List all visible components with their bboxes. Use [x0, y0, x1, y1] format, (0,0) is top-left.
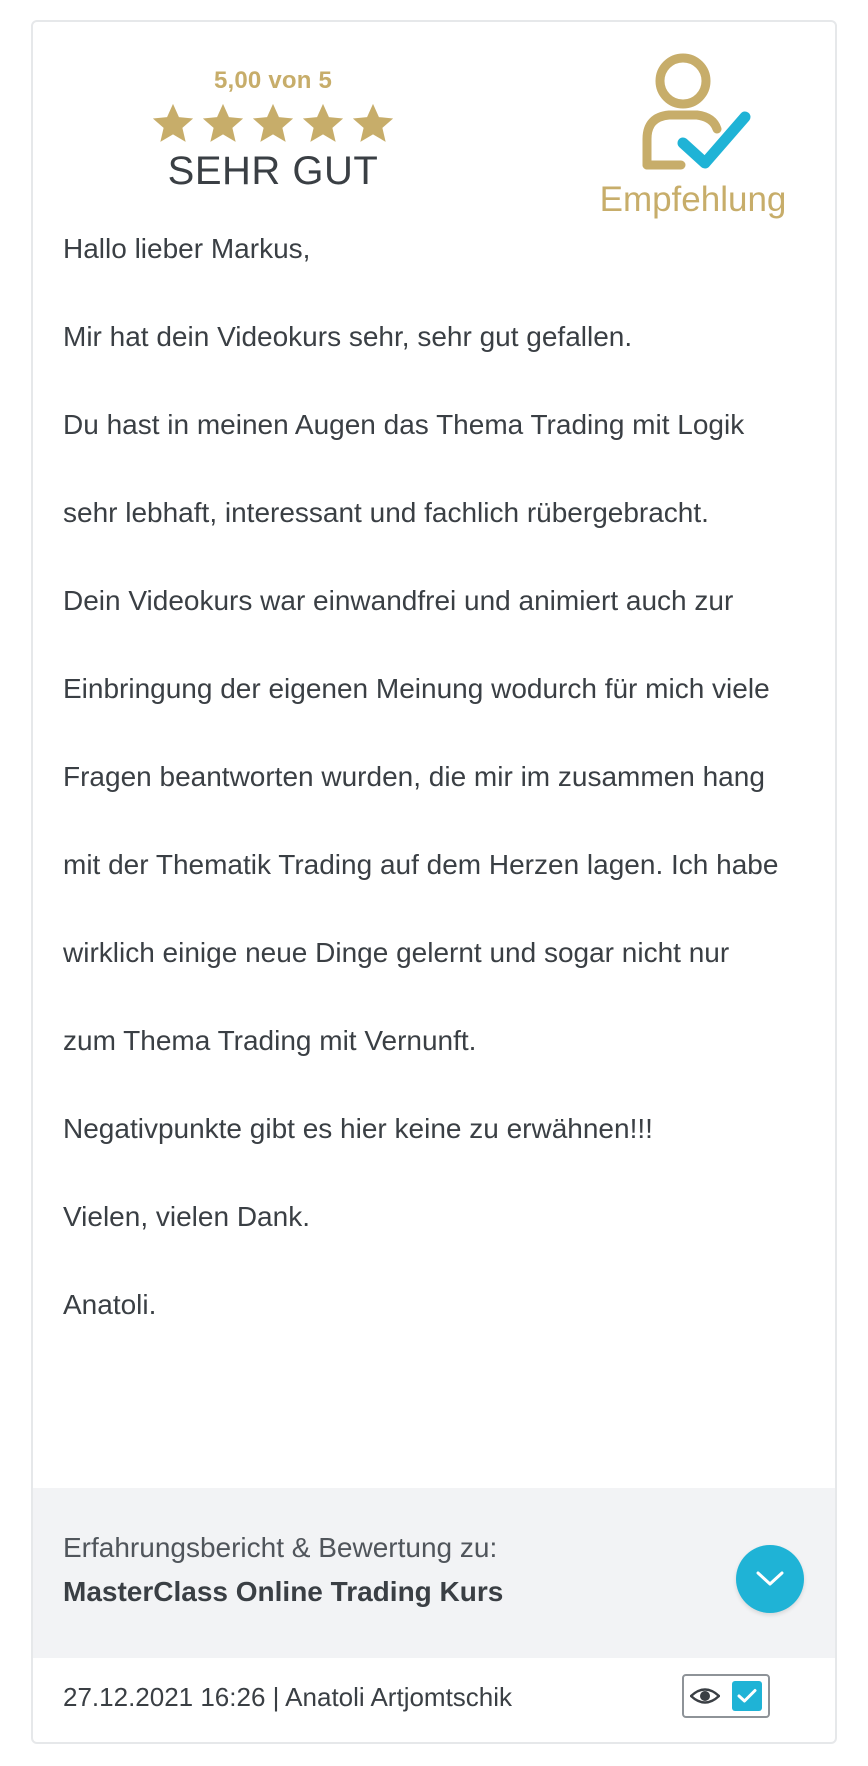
review-paragraph: Vielen, vielen Dank.	[63, 1201, 310, 1232]
star-icon	[150, 101, 196, 147]
review-text	[33, 227, 835, 1327]
review-card	[31, 20, 837, 1744]
eye-icon	[690, 1686, 720, 1706]
product-section	[33, 1488, 835, 1658]
review-paragraph: Dein Videokurs war einwandfrei und animiert auch zur	[63, 585, 734, 616]
star-icon	[300, 101, 346, 147]
chevron-down-icon	[755, 1569, 785, 1589]
review-paragraph: Fragen beantworten wurden, die mir im zusammen hang	[63, 761, 765, 792]
star-rating	[113, 101, 433, 147]
review-paragraph: Hallo lieber Markus,	[63, 233, 311, 264]
review-header	[33, 22, 835, 227]
review-paragraph: Anatoli.	[63, 1289, 157, 1320]
review-paragraph: Einbringung der eigenen Meinung wodurch für mich viele	[63, 673, 770, 704]
review-paragraph: sehr lebhaft, interessant und fachlich rübergebracht.	[63, 497, 709, 528]
check-icon	[732, 1681, 762, 1711]
user-check-icon	[573, 47, 813, 172]
star-icon	[250, 101, 296, 147]
review-paragraph: Du hast in meinen Augen das Thema Trading mit Logik	[63, 409, 745, 440]
review-meta: 27.12.2021 16:26 | Anatoli Artjomtschik	[63, 1682, 513, 1712]
rating-score: 5,00 von 5	[213, 67, 333, 94]
recommendation-label: Empfehlung	[599, 180, 787, 219]
product-intro: Erfahrungsbericht & Bewertung zu:	[63, 1532, 498, 1563]
review-paragraph: wirklich einige neue Dinge gelernt und sogar nicht nur	[63, 937, 730, 968]
review-paragraph: Mir hat dein Videokurs sehr, sehr gut gefallen.	[63, 321, 633, 352]
verification-badge[interactable]	[682, 1674, 770, 1718]
rating-label: SEHR GUT	[167, 149, 379, 193]
star-icon	[200, 101, 246, 147]
review-paragraph: mit der Thematik Trading auf dem Herzen lagen. Ich habe	[63, 849, 779, 880]
rating-block	[113, 67, 433, 194]
product-name: MasterClass Online Trading Kurs	[63, 1576, 504, 1607]
review-paragraph: zum Thema Trading mit Vernunft.	[63, 1025, 477, 1056]
star-icon	[350, 101, 396, 147]
expand-button[interactable]	[736, 1545, 804, 1613]
review-paragraph: Negativpunkte gibt es hier keine zu erwähnen!!!	[63, 1113, 653, 1144]
recommendation-block	[573, 47, 813, 220]
review-footer	[33, 1658, 835, 1744]
